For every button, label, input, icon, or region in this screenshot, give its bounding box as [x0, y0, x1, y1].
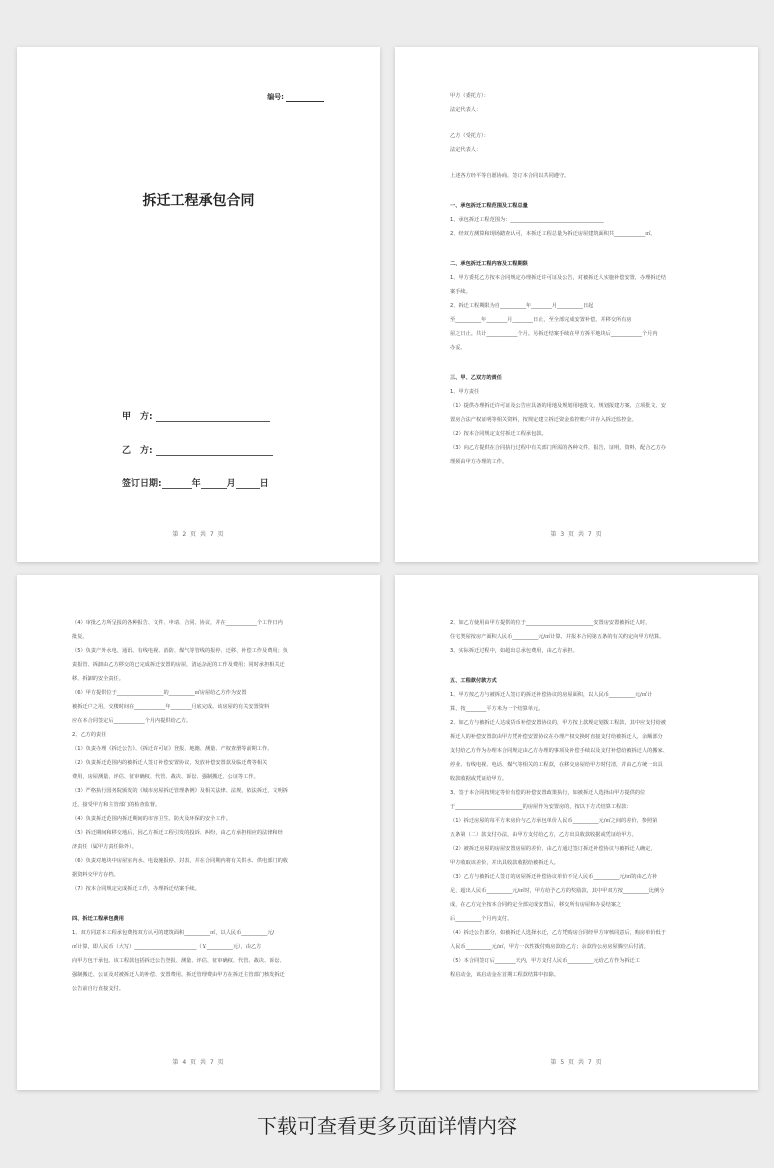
party-a-label: 甲 方: [122, 412, 153, 422]
party-b-line [122, 443, 273, 456]
section-heading: 二、承包拆迁工程内容及工程期限 [450, 261, 528, 267]
text-line: 办妥。 [450, 345, 466, 351]
text-line: 1、承包拆迁工程范围为：____________________________________ [450, 217, 604, 223]
page-footer: 第 5 页 共 7 页 [550, 1059, 603, 1066]
text-line: （4）审批乙方所呈报的各种报告、文件、申请、合同、协议，并在____________个工作日内 [72, 620, 283, 626]
text-line: 费用，房屋测量、评估、征审确权、代管、裁决、诉讼、强制搬迁、公证等工作。 [72, 774, 259, 780]
text-line: 向甲方包干承包。该工程款包括拆迁公告登报、测量、评估、征审确权、代管、裁决、诉讼、 [72, 958, 285, 964]
text-line: 拆迁人的补偿安置款由甲方凭补偿安置协议在办理产权交换时直接支付给被拆迁人，余额部分 [450, 734, 663, 740]
page-5-body [450, 616, 703, 1090]
page-2-cover [17, 47, 380, 562]
text-line: （4）拆迁公告部分，如被拆迁人选择水迁，乙方凭购房合同经甲方审核同意后，购房单价低于 [450, 930, 666, 936]
paragraph-gap [450, 658, 703, 670]
paragraph-gap [450, 117, 703, 129]
text-line: （3）严格执行国务院颁发的《城市房屋拆迁管理条例》及相关法律、法规，依法拆迁，文明拆 [72, 788, 288, 794]
text-line: 据资料交甲方存档。 [72, 872, 119, 878]
paragraph-gap [72, 896, 325, 908]
text-line: （1）拆迁房屋的每平方米房价与乙方承包单价人民币__________元/㎡之间的差价，参照第 [450, 818, 658, 824]
text-line: 算，按________平方米为一个结算单元。 [450, 706, 544, 712]
section-heading: 四、拆迁工程承包费用 [72, 916, 124, 922]
text-line: 停业、有线电视、电话、煤气等相关的工程款，在移交房屋给甲方时付清，并由乙方统一出具 [450, 762, 663, 768]
text-line: （1）提供办理拆迁许可证及公告应具备的用地及规划用地批文、规划报建方案、立项批文、安 [450, 403, 666, 409]
text-line: 甲方（委托方）： [450, 93, 489, 99]
page-3 [395, 47, 758, 562]
text-line: 至__________年________月________日止，至全部完成安置补偿，并移交所有房 [450, 317, 632, 323]
page-4 [17, 575, 380, 1090]
text-line: 2、如乙方与被拆迁人达成货币补偿安置协议的，甲方按上款规定划拨工程款，其中应支付给被 [450, 720, 666, 726]
month-blank [201, 479, 227, 489]
text-line: （3）向乙方提供在合同执行过程中有关部门所需的各种文件，报告，证明，资料，配合乙方办 [450, 445, 666, 451]
text-line: 2、经双方测算和现场踏查认可，本拆迁工程总量为拆迁房屋建筑面积共____________㎡。 [450, 231, 656, 237]
text-line: 理须由甲方办理的工作。 [450, 459, 508, 465]
text-line: 足，超出人民币__________元/㎡时，甲方给予乙方的奖励款，其中甲双方按__________比例分 [450, 888, 665, 894]
text-line: 乙方（受托方）： [450, 133, 489, 139]
paragraph-gap [450, 355, 703, 367]
paragraph-gap [450, 157, 703, 169]
text-line: 置房合法产权证明等相关资料，按规定建立拆迁资金监控账户并存入拆迁监控金。 [450, 417, 637, 423]
text-line: 于__________________________的房屋作为安置房的，按以下方式结算工程款： [450, 804, 632, 810]
party-a-blank [156, 412, 270, 422]
page-footer: 第 3 页 共 7 页 [550, 531, 603, 538]
text-line: （1）负责办理《拆迁公告》、《拆迁许可证》登报、地籍、测量、产权查册等前期工作。 [72, 746, 273, 752]
day-blank [236, 479, 260, 489]
paragraph-gap [450, 241, 703, 253]
party-b-label: 乙 方: [122, 446, 153, 456]
text-line: 1、甲方按乙方与被拆迁人签订的拆迁补偿协议的房屋面积，以人民币__________元/㎡计 [450, 692, 653, 698]
text-line: 成，在乙方完全按本合同约定全部完成安置后，移交所有房屋和办妥结案之 [450, 902, 622, 908]
text-line: 程启动金，该启动金在首期工程款结算中扣除。 [450, 972, 559, 978]
text-line: 批复。 [72, 634, 88, 640]
text-line: 屋之日止。共计____________个月。另拆迁结案手续在甲方拆平地块后____________个月内 [450, 331, 658, 337]
page-footer: 第 2 页 共 7 页 [172, 531, 225, 538]
text-line: 责报管、拆卸由乙方移交的已完成拆迁安置的房屋，清运杂泥的工作及费用；同时承担相关迁 [72, 662, 285, 668]
text-line: （4）负责拆迁范围内拆迁期间的市容卫生、防火及环保的安全工作。 [72, 816, 231, 822]
section-heading: 一、承包拆迁工程范围及工程总量 [450, 203, 528, 209]
text-line: 五条第（二）款支付办法，由甲方支付给乙方，乙方出具收款收据或凭证给甲方。 [450, 832, 637, 838]
text-line: （6）负责对地块中房屋室内水、电设施报停、封表，并在合同期内将有关供水、供电部门的收 [72, 858, 288, 864]
text-line: 迁，接受甲方和主管部门的检查监督。 [72, 802, 161, 808]
text-line: （6）甲方提供位于__________________的__________㎡房屋给乙方作为安置 [72, 690, 247, 696]
text-line: 被拆迁户之用，交楼时间在____________年________月底完成。该房屋的有关安置资料 [72, 704, 270, 710]
page-5 [395, 575, 758, 1090]
text-line: 甲方收取该差价，并出具收款收据给被拆迁人。 [450, 860, 559, 866]
text-line: 2、拆迁工程期限为自__________年________月__________日起 [450, 303, 594, 309]
text-line: 上述各方经平等自愿协商，签订本合同以共同遵守。 [450, 173, 570, 179]
contract-title: 拆迁工程承包合同 [142, 193, 255, 209]
text-line: （2）负责拆迁范围内的被拆迁人签订补偿安置协议，发放补偿安置款及临迁费等相关 [72, 760, 268, 766]
text-line: 应在本合同签定后____________个月内提供给乙方。 [72, 718, 192, 724]
text-line: 2、如乙方使用由甲方提供的位于__________________________安置房安置被拆迁人时， [450, 620, 651, 626]
download-caption: 下载可查看更多页面详情内容 [257, 1114, 517, 1138]
text-line: （5）负责产外水电、通讯、有线电视、消防、煤气等管线的报停、迁移、补偿工作及费用；负 [72, 648, 288, 654]
page-footer: 第 4 页 共 7 页 [172, 1059, 225, 1066]
text-line: （2）按本合同规定支付拆迁工程承包款。 [450, 431, 547, 437]
party-a-line [122, 409, 270, 422]
party-b-blank [156, 446, 273, 456]
text-line: 3、签于本合同按规定等价有偿的补偿安置政策执行，如被拆迁人选择由甲方提供的位 [450, 790, 646, 796]
section-heading: 五、工程款付款方式 [450, 678, 497, 684]
text-line: 强制搬迁、公证及对被拆迁人的补偿、安置费用。拆迁管理费由甲方在拆迁主管部门核发拆迁 [72, 972, 285, 978]
text-line: （5）本合同签订后________天内，甲方支付人民币__________元给乙方作为拆迁工 [450, 958, 641, 964]
text-line: 公告前自行直接支付。 [72, 986, 124, 992]
text-line: 人民币__________元/㎡，甲方一次性拨付购房款给乙方；余款待公房房屋腾空后付清。 [450, 944, 649, 950]
text-line: 1、甲方责任 [450, 389, 480, 395]
text-line: 移、拆卸的安全责任。 [72, 676, 124, 682]
contract-number-blank [286, 94, 324, 102]
page-3-body [450, 89, 703, 562]
text-line: （3）乙方与被拆迁人签订的房屋拆迁补偿协议单价不足人民币__________元/㎡的由乙方补 [450, 874, 658, 880]
text-line: （7）按本合同规定完成拆迁工作，办理拆迁结案手续。 [72, 886, 200, 892]
text-line: （2）被拆迁房屋的房屋安置房屋的差价，由乙方通过签订拆迁补偿协议与被拆迁人确定， [450, 846, 656, 852]
year-label: 年 [191, 479, 201, 489]
text-line: 支付给乙方作为办理本合同规定由乙方办理的事项及补偿手续以及支付补偿给被拆迁人的搬家、 [450, 748, 668, 754]
month-label: 月 [226, 479, 236, 489]
text-line: 1、双方同意本工程承包费按双方认可的建筑面积__________㎡，以人民币__________元/ [72, 930, 275, 936]
page-4-body [72, 616, 325, 1090]
text-line: 后__________个月内支付。 [450, 916, 513, 922]
text-line: 2、乙方的责任 [72, 732, 107, 738]
contract-number [267, 92, 324, 102]
text-line: 收款收据或凭证给甲方。 [450, 776, 508, 782]
sign-date-line [122, 476, 269, 489]
year-blank [162, 479, 192, 489]
day-label: 日 [259, 479, 269, 489]
text-line: 法定代表人： [450, 107, 482, 113]
text-line: 济责任（属甲方责任除外）。 [72, 844, 137, 850]
text-line: 案手续。 [450, 289, 471, 295]
text-line: 1、甲方委托乙方按本合同规定办理拆迁许可证及公告，对被拆迁人实施补偿安置，办理拆迁结 [450, 275, 666, 281]
section-heading: 三、甲、乙双方的责任 [450, 375, 502, 381]
text-line: （5）拆迁期间和移交地后，因乙方拆迁工程引发的投诉、纠纷，由乙方承担相应的法律和经 [72, 830, 283, 836]
text-line: ㎡计算，即人民币（大写）________________________（￥__________元），由乙方 [72, 944, 262, 950]
text-line: 法定代表人： [450, 147, 482, 153]
sign-date-label: 签订日期: [122, 479, 162, 489]
text-line: 住宅类屋按房产面积人民币__________元/㎡计算，并报本合同第五条的有关约定向甲方结算。 [450, 634, 665, 640]
text-line: 3、实际拆迁过程中，如超出总承包费用，由乙方承担。 [450, 648, 578, 654]
contract-number-label: 编号: [267, 93, 284, 101]
paragraph-gap [450, 183, 703, 195]
